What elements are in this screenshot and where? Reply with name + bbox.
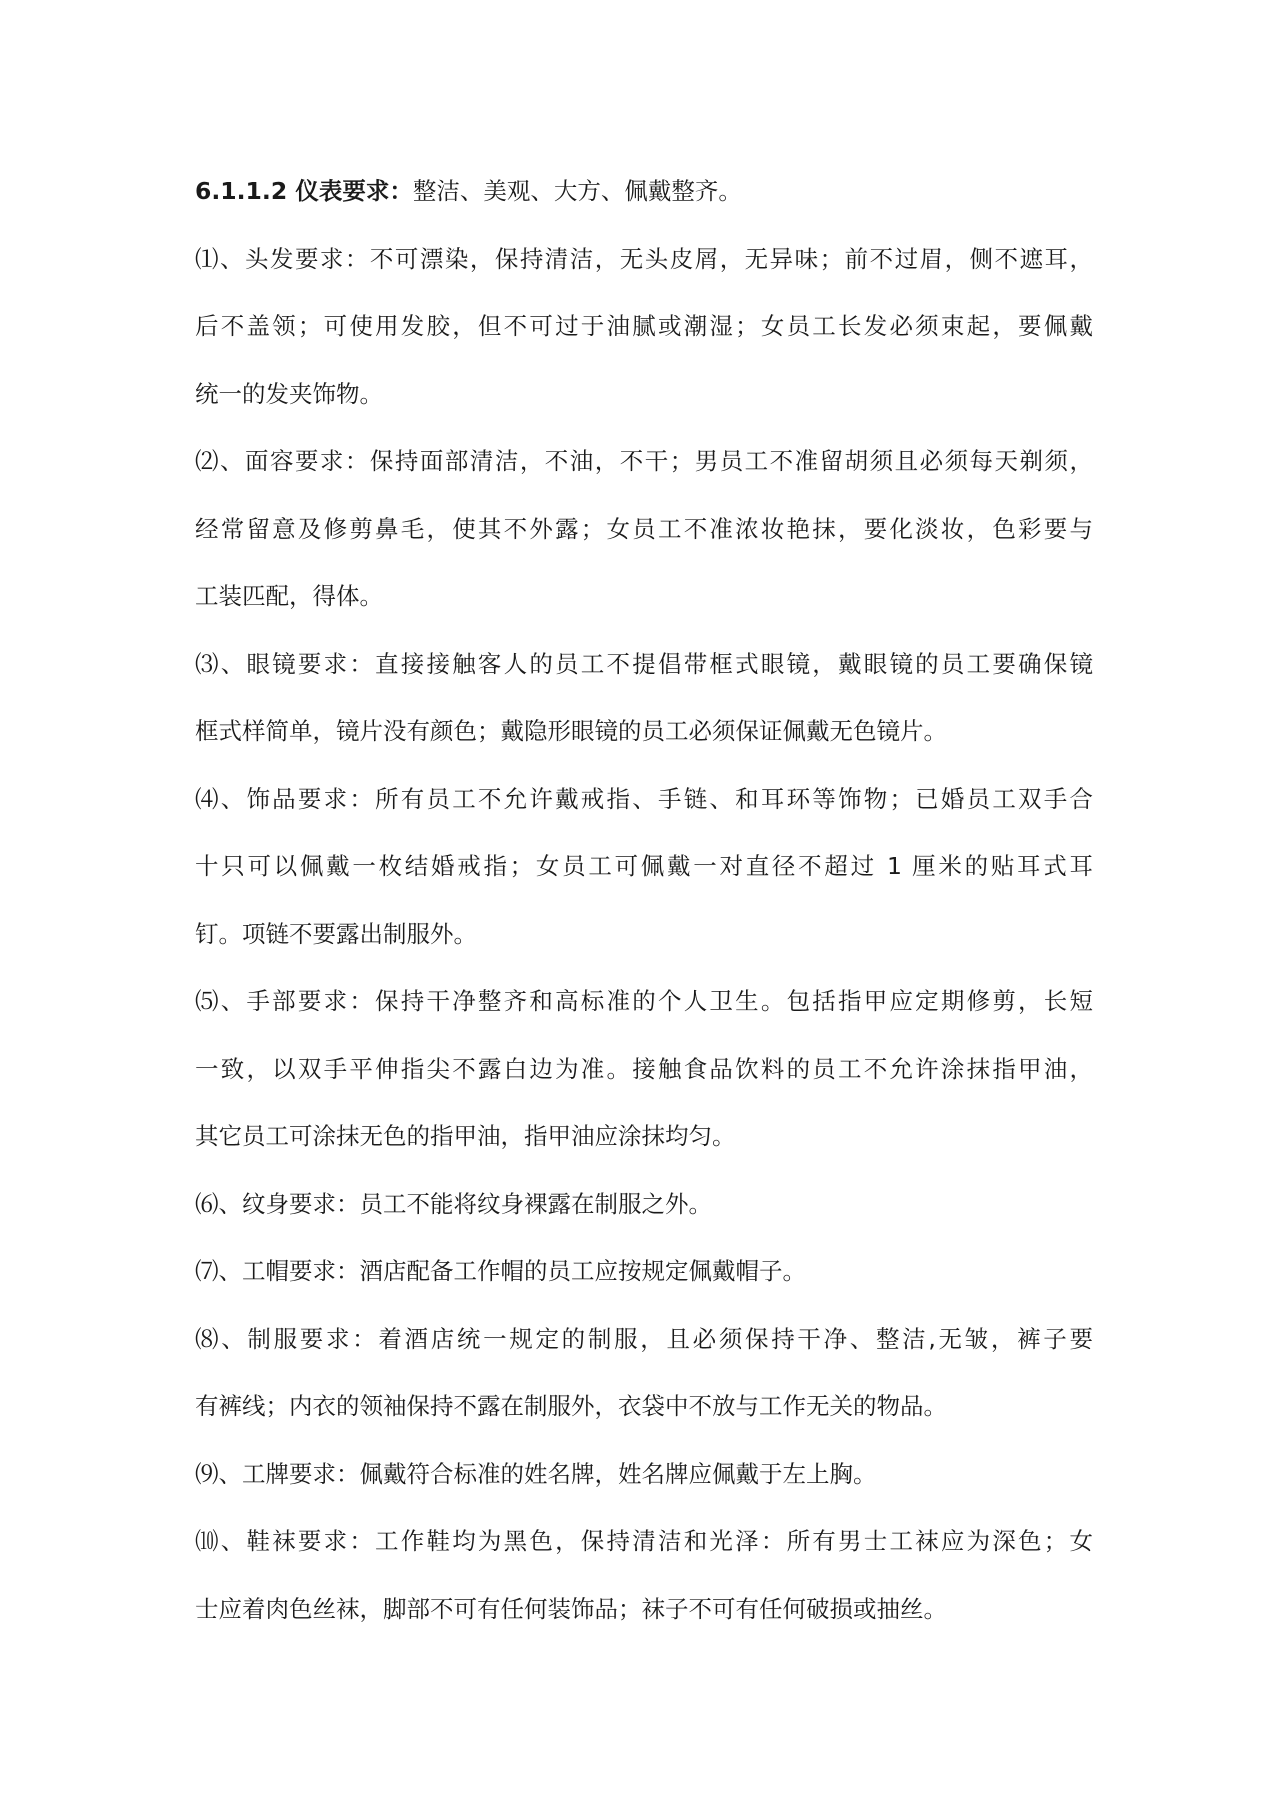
paragraph-line: 后不盖领；可使用发胶，但不可过于油腻或潮湿；女员工长发必须束起，要佩戴 bbox=[195, 312, 1093, 340]
paragraph-line: ⑷、饰品要求：所有员工不允许戴戒指、手链、和耳环等饰物；已婚员工双手合 bbox=[195, 784, 1093, 813]
requirement-paragraph bbox=[195, 428, 1093, 631]
requirement-paragraph bbox=[195, 1238, 1093, 1306]
paragraph-line: ⑸、手部要求：保持干净整齐和高标准的个人卫生。包括指甲应定期修剪，长短 bbox=[195, 987, 1093, 1015]
paragraph-line: ⑻、制服要求：着酒店统一规定的制服，且必须保持干净、整洁,无皱，裤子要 bbox=[195, 1324, 1093, 1353]
paragraph-line: 十只可以佩戴一枚结婚戒指；女员工可佩戴一对直径不超过 1 厘米的贴耳式耳 bbox=[195, 852, 1093, 880]
requirement-paragraph bbox=[195, 631, 1093, 766]
section-number-label: 6.1.1.2 仪表要求： bbox=[195, 177, 413, 205]
paragraph-line: 统一的发夹饰物。 bbox=[195, 379, 383, 408]
requirement-paragraph bbox=[195, 968, 1093, 1171]
section-heading bbox=[195, 158, 1093, 226]
paragraph-line: ⑶、眼镜要求：直接接触客人的员工不提倡带框式眼镜，戴眼镜的员工要确保镜 bbox=[195, 649, 1093, 678]
paragraph-line: 其它员工可涂抹无色的指甲油，指甲油应涂抹均匀。 bbox=[195, 1122, 736, 1150]
paragraph-line: ⑺、工帽要求：酒店配备工作帽的员工应按规定佩戴帽子。 bbox=[195, 1257, 806, 1285]
document-body bbox=[195, 158, 1093, 1643]
requirement-paragraph bbox=[195, 1306, 1093, 1441]
requirement-paragraph bbox=[195, 226, 1093, 429]
paragraph-line: ⑴、头发要求：不可漂染，保持清洁，无头皮屑，无异味；前不过眉，侧不遮耳， bbox=[195, 244, 1093, 273]
paragraph-line: 经常留意及修剪鼻毛，使其不外露；女员工不准浓妆艳抹，要化淡妆，色彩要与 bbox=[195, 514, 1093, 543]
paragraph-line: 工装匹配，得体。 bbox=[195, 582, 383, 610]
paragraph-line: 士应着肉色丝袜，脚部不可有任何装饰品；袜子不可有任何破损或抽丝。 bbox=[195, 1594, 947, 1623]
requirements-list bbox=[195, 226, 1093, 1644]
requirement-paragraph bbox=[195, 1508, 1093, 1643]
paragraph-line: ⑹、纹身要求：员工不能将纹身裸露在制服之外。 bbox=[195, 1189, 712, 1218]
requirement-paragraph bbox=[195, 766, 1093, 969]
requirement-paragraph bbox=[195, 1441, 1093, 1509]
paragraph-line: ⑽、鞋袜要求：工作鞋均为黑色，保持清洁和光泽：所有男士工袜应为深色；女 bbox=[195, 1527, 1093, 1555]
paragraph-line: 一致，以双手平伸指尖不露白边为准。接触食品饮料的员工不允许涂抹指甲油， bbox=[195, 1054, 1093, 1083]
paragraph-line: 框式样简单，镜片没有颜色；戴隐形眼镜的员工必须保证佩戴无色镜片。 bbox=[195, 717, 947, 745]
paragraph-line: ⑵、面容要求：保持面部清洁，不油，不干；男员工不准留胡须且必须每天剃须， bbox=[195, 447, 1093, 475]
paragraph-line: ⑼、工牌要求：佩戴符合标准的姓名牌，姓名牌应佩戴于左上胸。 bbox=[195, 1459, 877, 1488]
section-heading-text: 整洁、美观、大方、佩戴整齐。 bbox=[412, 177, 742, 205]
paragraph-line: 有裤线；内衣的领袖保持不露在制服外，衣袋中不放与工作无关的物品。 bbox=[195, 1392, 947, 1420]
requirement-paragraph bbox=[195, 1171, 1093, 1239]
paragraph-line: 钉。项链不要露出制服外。 bbox=[195, 919, 477, 948]
